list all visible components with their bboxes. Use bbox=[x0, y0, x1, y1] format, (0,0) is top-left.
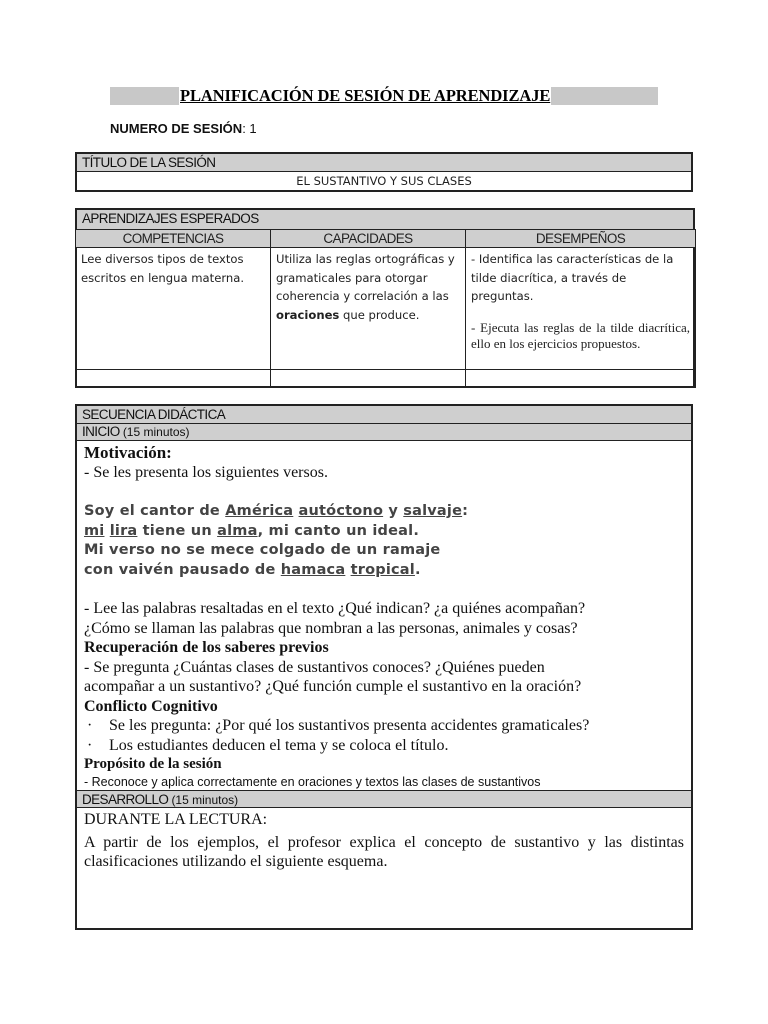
aprendizajes-header: APRENDIZAJES ESPERADOS bbox=[77, 210, 693, 229]
col-capacidades: CAPACIDADES bbox=[271, 230, 466, 248]
verse-word: tropical bbox=[350, 561, 415, 578]
competencia-cell: Lee diversos tipos de textos escritos en lengua materna. bbox=[76, 248, 271, 370]
empty-cell bbox=[76, 370, 271, 388]
motivacion-heading: Motivación: bbox=[84, 443, 172, 462]
conflicto-text: Los estudiantes deducen el tema y se coloca el título. bbox=[109, 736, 449, 754]
capacidad-text: Utiliza las reglas ortográficas y gramaticales para otorgar coherencia y correlación a las bbox=[276, 252, 455, 303]
verse-word: hamaca bbox=[280, 561, 346, 578]
verse-text: y bbox=[383, 503, 404, 519]
proposito-heading: Propósito de la sesión bbox=[84, 756, 222, 772]
conflicto-text: Se les pregunta: ¿Por qué los sustantivos presenta accidentes gramaticales? bbox=[109, 717, 590, 734]
session-label: NUMERO DE SESIÓN bbox=[110, 121, 243, 136]
empty-cell bbox=[271, 370, 466, 388]
conflicto-item-1 bbox=[84, 716, 684, 736]
capacidad-cell bbox=[271, 248, 466, 370]
verse-line-4 bbox=[84, 561, 684, 581]
verse-word: autóctono bbox=[298, 503, 384, 519]
page-title: PLANIFICACIÓN DE SESIÓN DE APRENDIZAJE bbox=[180, 86, 551, 105]
col-competencias: COMPETENCIAS bbox=[76, 230, 271, 248]
titulo-section bbox=[75, 152, 693, 192]
session-value: : 1 bbox=[242, 121, 257, 136]
inicio-label: INICIO bbox=[82, 424, 120, 439]
desarrollo-label: DESARROLLO bbox=[82, 792, 169, 807]
recuperacion-line-1: - Se pregunta ¿Cuántas clases de sustantivos conoces? ¿Quiénes pueden bbox=[84, 658, 545, 676]
bullet-dot: · bbox=[87, 717, 93, 734]
conflicto-item-2 bbox=[84, 736, 684, 756]
recuperacion-line-2: acompañar a un sustantivo? ¿Qué función cumple el sustantivo en la oración? bbox=[84, 678, 582, 695]
proposito-text: - Reconoce y aplica correctamente en oraciones y textos las clases de sustantivos bbox=[84, 775, 541, 789]
table-row bbox=[76, 248, 696, 370]
recuperacion-heading: Recuperación de los saberes previos bbox=[84, 639, 329, 656]
desarrollo-header bbox=[77, 790, 691, 808]
verse-text: Soy el cantor de bbox=[84, 503, 226, 519]
inicio-header bbox=[77, 424, 691, 441]
verse-line-1 bbox=[84, 502, 684, 522]
table-row-empty bbox=[76, 370, 696, 388]
empty-cell bbox=[466, 370, 696, 388]
aprendizajes-section bbox=[75, 208, 695, 388]
conflicto-heading: Conflicto Cognitivo bbox=[84, 697, 218, 715]
durante-heading: DURANTE LA LECTURA: bbox=[84, 811, 268, 828]
verse-text: tiene un bbox=[137, 522, 218, 539]
col-desempenos: DESEMPEÑOS bbox=[466, 230, 696, 248]
verse-line-2 bbox=[84, 522, 684, 542]
verse-word: salvaje bbox=[403, 503, 463, 519]
titulo-header: TÍTULO DE LA SESIÓN bbox=[77, 154, 691, 172]
desarrollo-time: (15 minutos) bbox=[171, 793, 239, 807]
bullet-dot: · bbox=[87, 736, 93, 754]
verse-word: América bbox=[225, 503, 294, 519]
verse-text: . bbox=[414, 561, 421, 578]
verse-line-3: Mi verso no se mece colgado de un ramaje bbox=[84, 542, 441, 558]
capacidad-text-end: que produce. bbox=[339, 307, 420, 322]
secuencia-section bbox=[75, 404, 693, 930]
question-2: ¿Cómo se llaman las palabras que nombran a las personas, animales y cosas? bbox=[84, 619, 578, 637]
desempeno-cell bbox=[466, 248, 696, 370]
verse-word: mi bbox=[84, 522, 105, 539]
durante-text: A partir de los ejemplos, el profesor explica el concepto de sustantivo y las distintas clasificaciones utilizando el siguiente esquema. bbox=[84, 833, 684, 870]
verse-word: alma bbox=[217, 522, 258, 539]
table-header-row bbox=[76, 230, 696, 248]
secuencia-header: SECUENCIA DIDÁCTICA bbox=[77, 406, 691, 424]
titulo-value: EL SUSTANTIVO Y SUS CLASES bbox=[296, 174, 472, 188]
question-1: - Lee las palabras resaltadas en el texto ¿Qué indican? ¿a quiénes acompañan? bbox=[84, 600, 586, 617]
aprendizajes-table bbox=[75, 229, 696, 388]
verse-text: : bbox=[462, 503, 469, 519]
verse-word: lira bbox=[109, 522, 138, 539]
desarrollo-content bbox=[77, 808, 691, 873]
capacidad-bold: oraciones bbox=[276, 307, 340, 322]
verse-text: , mi canto un ideal. bbox=[257, 522, 420, 539]
inicio-time: (15 minutos) bbox=[122, 425, 190, 439]
motivacion-text: - Se les presenta los siguientes versos. bbox=[84, 463, 328, 481]
desempeno-2: - Ejecuta las reglas de la tilde diacrítica, ello en los ejercicios propuestos. bbox=[471, 319, 690, 351]
desempeno-1: - Identifica las características de la tilde diacrítica, a través de preguntas. bbox=[471, 252, 674, 303]
inicio-content bbox=[77, 441, 691, 790]
verse-text: con vaivén pausado de bbox=[84, 561, 281, 578]
session-number bbox=[110, 121, 257, 136]
